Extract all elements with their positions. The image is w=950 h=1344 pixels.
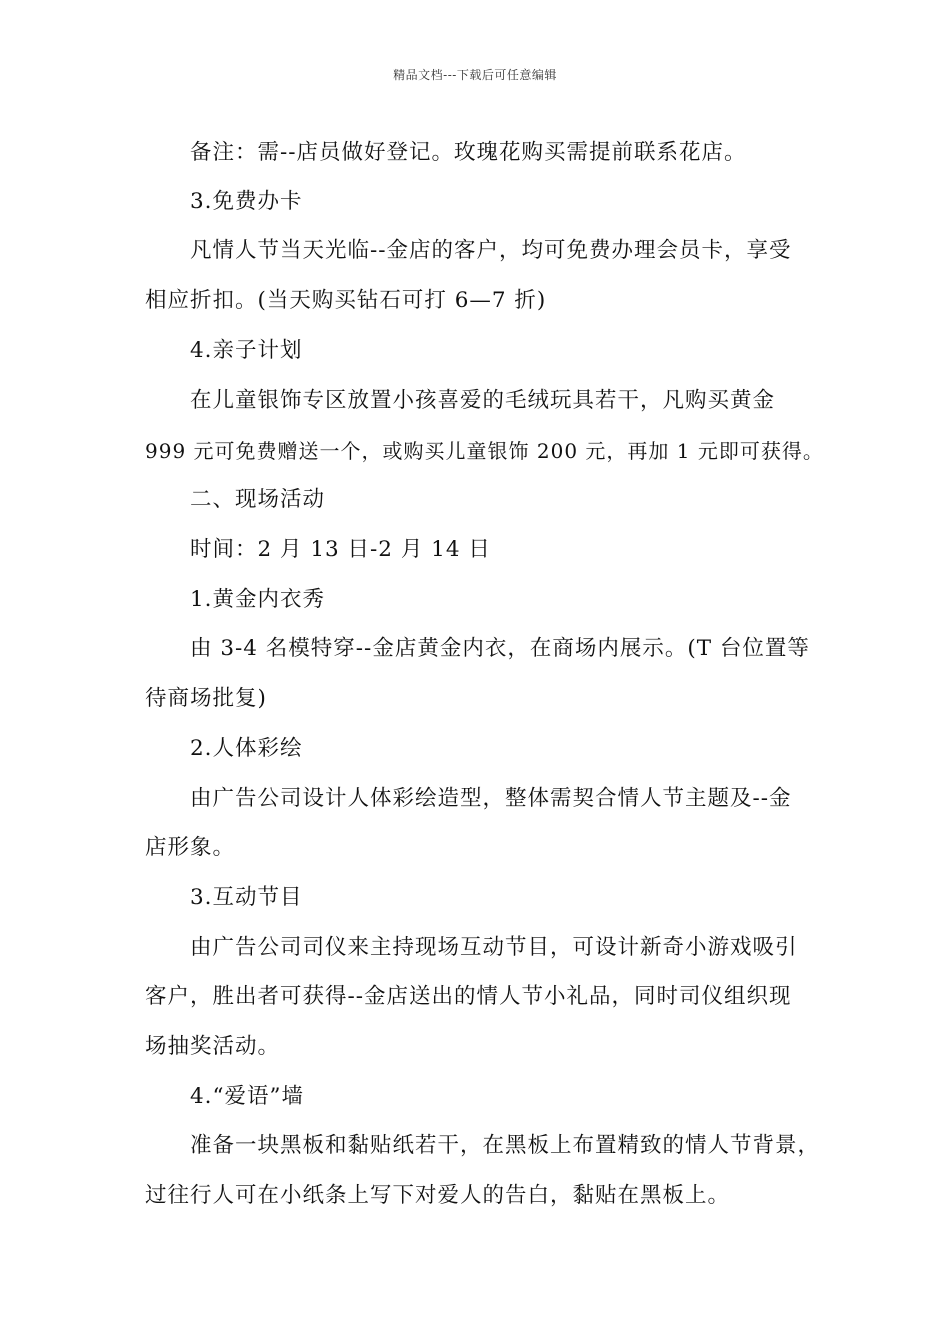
paragraph-line: 999 元可免费赠送一个，或购买儿童银饰 200 元，再加 1 元即可获得。 bbox=[145, 439, 824, 463]
paragraph-line: 店形象。 bbox=[145, 835, 236, 860]
section-heading: 3.免费办卡 bbox=[190, 189, 303, 214]
note-line: 备注：需--店员做好登记。玫瑰花购买需提前联系花店。 bbox=[190, 140, 747, 165]
paragraph-line: 客户，胜出者可获得--金店送出的情人节小礼品，同时司仪组织现 bbox=[145, 984, 792, 1009]
paragraph-line: 在儿童银饰专区放置小孩喜爱的毛绒玩具若干，凡购买黄金 bbox=[190, 388, 776, 413]
section-heading: 1.黄金内衣秀 bbox=[190, 587, 326, 612]
page-header: 精品文档---下载后可任意编辑 bbox=[393, 68, 557, 82]
section-heading: 二、现场活动 bbox=[190, 487, 326, 512]
section-heading: 4.“爱语”墙 bbox=[190, 1084, 304, 1109]
section-heading: 2.人体彩绘 bbox=[190, 736, 303, 761]
section-heading: 4.亲子计划 bbox=[190, 338, 303, 363]
section-heading: 3.互动节目 bbox=[190, 885, 303, 910]
paragraph-line: 待商场批复) bbox=[145, 686, 267, 711]
paragraph-line: 准备一块黑板和黏贴纸若干，在黑板上布置精致的情人节背景， bbox=[190, 1133, 821, 1158]
paragraph-line: 时间：2 月 13 日-2 月 14 日 bbox=[190, 537, 491, 562]
paragraph-line: 过往行人可在小纸条上写下对爱人的告白，黏贴在黑板上。 bbox=[145, 1183, 731, 1208]
paragraph-line: 由 3-4 名模特穿--金店黄金内衣，在商场内展示。(T 台位置等 bbox=[190, 636, 810, 661]
paragraph-line: 由广告公司司仪来主持现场互动节目，可设计新奇小游戏吸引 bbox=[190, 935, 798, 960]
paragraph-line: 凡情人节当天光临--金店的客户，均可免费办理会员卡，享受 bbox=[190, 238, 792, 263]
paragraph-line: 相应折扣。(当天购买钻石可打 6—7 折) bbox=[145, 288, 547, 313]
paragraph-line: 场抽奖活动。 bbox=[145, 1034, 281, 1059]
paragraph-line: 由广告公司设计人体彩绘造型，整体需契合情人节主题及--金 bbox=[190, 786, 792, 811]
